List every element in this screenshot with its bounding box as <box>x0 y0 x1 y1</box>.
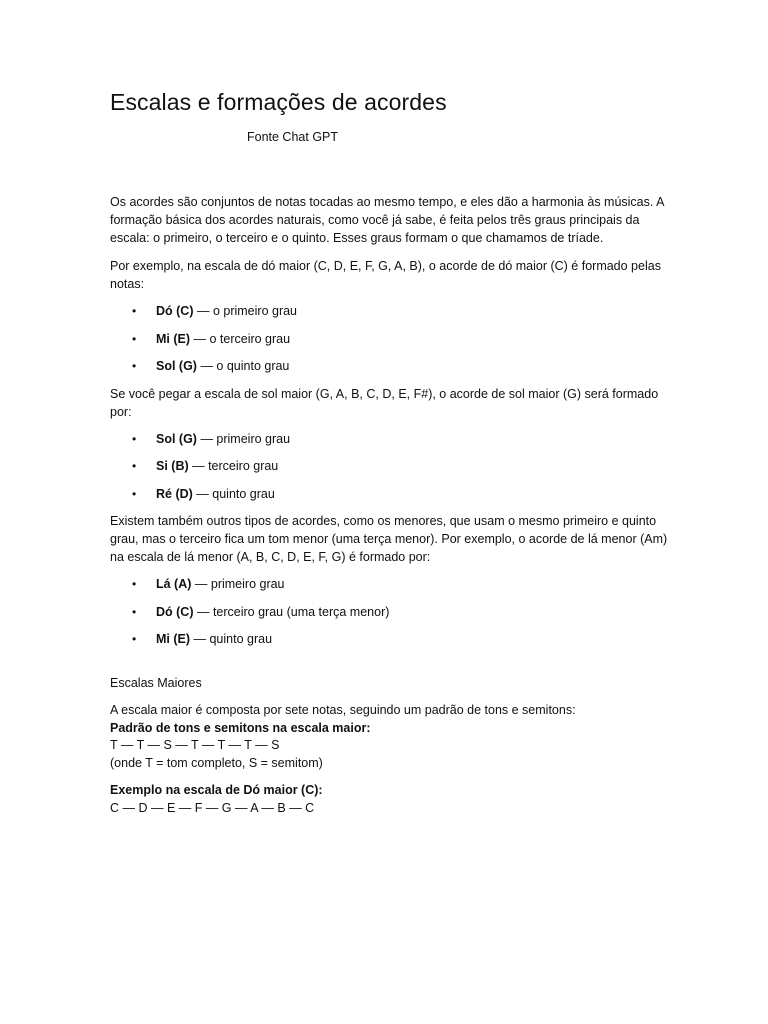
list-item <box>110 330 670 348</box>
note-degree: — primeiro grau <box>191 577 285 591</box>
list-item <box>110 630 670 648</box>
note-name: Ré (D) <box>156 486 193 501</box>
pattern-label: Padrão de tons e semitons na escala maior: <box>110 720 371 735</box>
example-g-paragraph: Se você pegar a escala de sol maior (G, A, B, C, D, E, F#), o acorde de sol maior (G) será formado por: <box>110 386 659 419</box>
bullet-icon: • <box>132 577 137 591</box>
pattern-sequence: T — T — S — T — T — T — S <box>110 738 280 752</box>
pattern-legend: (onde T = tom completo, S = semitom) <box>110 755 323 770</box>
note-name: Sol (G) <box>156 431 197 446</box>
list-item <box>110 457 670 475</box>
c-major-chord-list <box>110 302 670 375</box>
bullet-icon: • <box>132 359 137 373</box>
list-item <box>110 357 670 375</box>
a-minor-chord-list <box>110 575 670 648</box>
document-subtitle: Fonte Chat GPT <box>247 130 339 144</box>
note-degree: — o primeiro grau <box>193 304 298 318</box>
example-label: Exemplo na escala de Dó maior (C): <box>110 783 323 797</box>
list-item <box>110 603 670 621</box>
major-scale-intro: A escala maior é composta por sete notas, seguindo um padrão de tons e semitons: <box>110 703 576 717</box>
bullet-icon: • <box>132 459 137 473</box>
intro-paragraph: Os acordes são conjuntos de notas tocadas ao mesmo tempo, e eles dão a harmonia às músicas. A formação básica dos acordes naturais, como você já sabe, é feita pelos três graus principais da escala: o primeiro, o terceiro e o quinto. Esses graus formam o que chamamos de tríade. <box>110 195 664 245</box>
note-name: Si (B) <box>156 459 189 473</box>
c-major-example-block <box>110 782 670 817</box>
bullet-icon: • <box>132 304 137 318</box>
note-degree: — terceiro grau <box>188 459 279 473</box>
bullet-icon: • <box>132 331 137 346</box>
note-name: Lá (A) <box>156 577 192 591</box>
note-degree: — o terceiro grau <box>190 331 291 346</box>
document-title: Escalas e formações de acordes <box>110 89 447 115</box>
major-scale-pattern-block <box>110 702 670 772</box>
bullet-icon: • <box>132 604 137 619</box>
bullet-icon: • <box>132 431 137 446</box>
list-item <box>110 430 670 448</box>
note-degree: — quinto grau <box>192 486 275 501</box>
example-c-paragraph: Por exemplo, na escala de dó maior (C, D, E, F, G, A, B), o acorde de dó maior (C) é formado pelas notas: <box>110 259 661 291</box>
list-item <box>110 575 670 593</box>
section-heading-major-scales: Escalas Maiores <box>110 676 202 690</box>
note-name: Dó (C) <box>156 304 194 318</box>
bullet-icon: • <box>132 632 137 646</box>
list-item <box>110 302 670 320</box>
note-name: Mi (E) <box>156 632 191 646</box>
note-name: Mi (E) <box>156 331 191 346</box>
document-page <box>110 86 670 817</box>
g-major-chord-list <box>110 430 670 503</box>
note-name: Dó (C) <box>156 604 194 619</box>
note-degree: — o quinto grau <box>196 359 290 373</box>
note-name: Sol (G) <box>156 359 197 373</box>
note-degree: — terceiro grau (uma terça menor) <box>193 604 390 619</box>
note-degree: — quinto grau <box>190 632 273 646</box>
example-am-paragraph: Existem também outros tipos de acordes, como os menores, que usam o mesmo primeiro e quinto grau, mas o terceiro fica um tom menor (uma terça menor). Por exemplo, o acorde de lá menor (Am) na escala de lá menor (A, B, C, D, E, F, G) é formado por: <box>110 514 668 564</box>
note-degree: — primeiro grau <box>196 431 291 446</box>
example-sequence: C — D — E — F — G — A — B — C <box>110 800 315 815</box>
bullet-icon: • <box>132 486 137 501</box>
list-item <box>110 485 670 503</box>
